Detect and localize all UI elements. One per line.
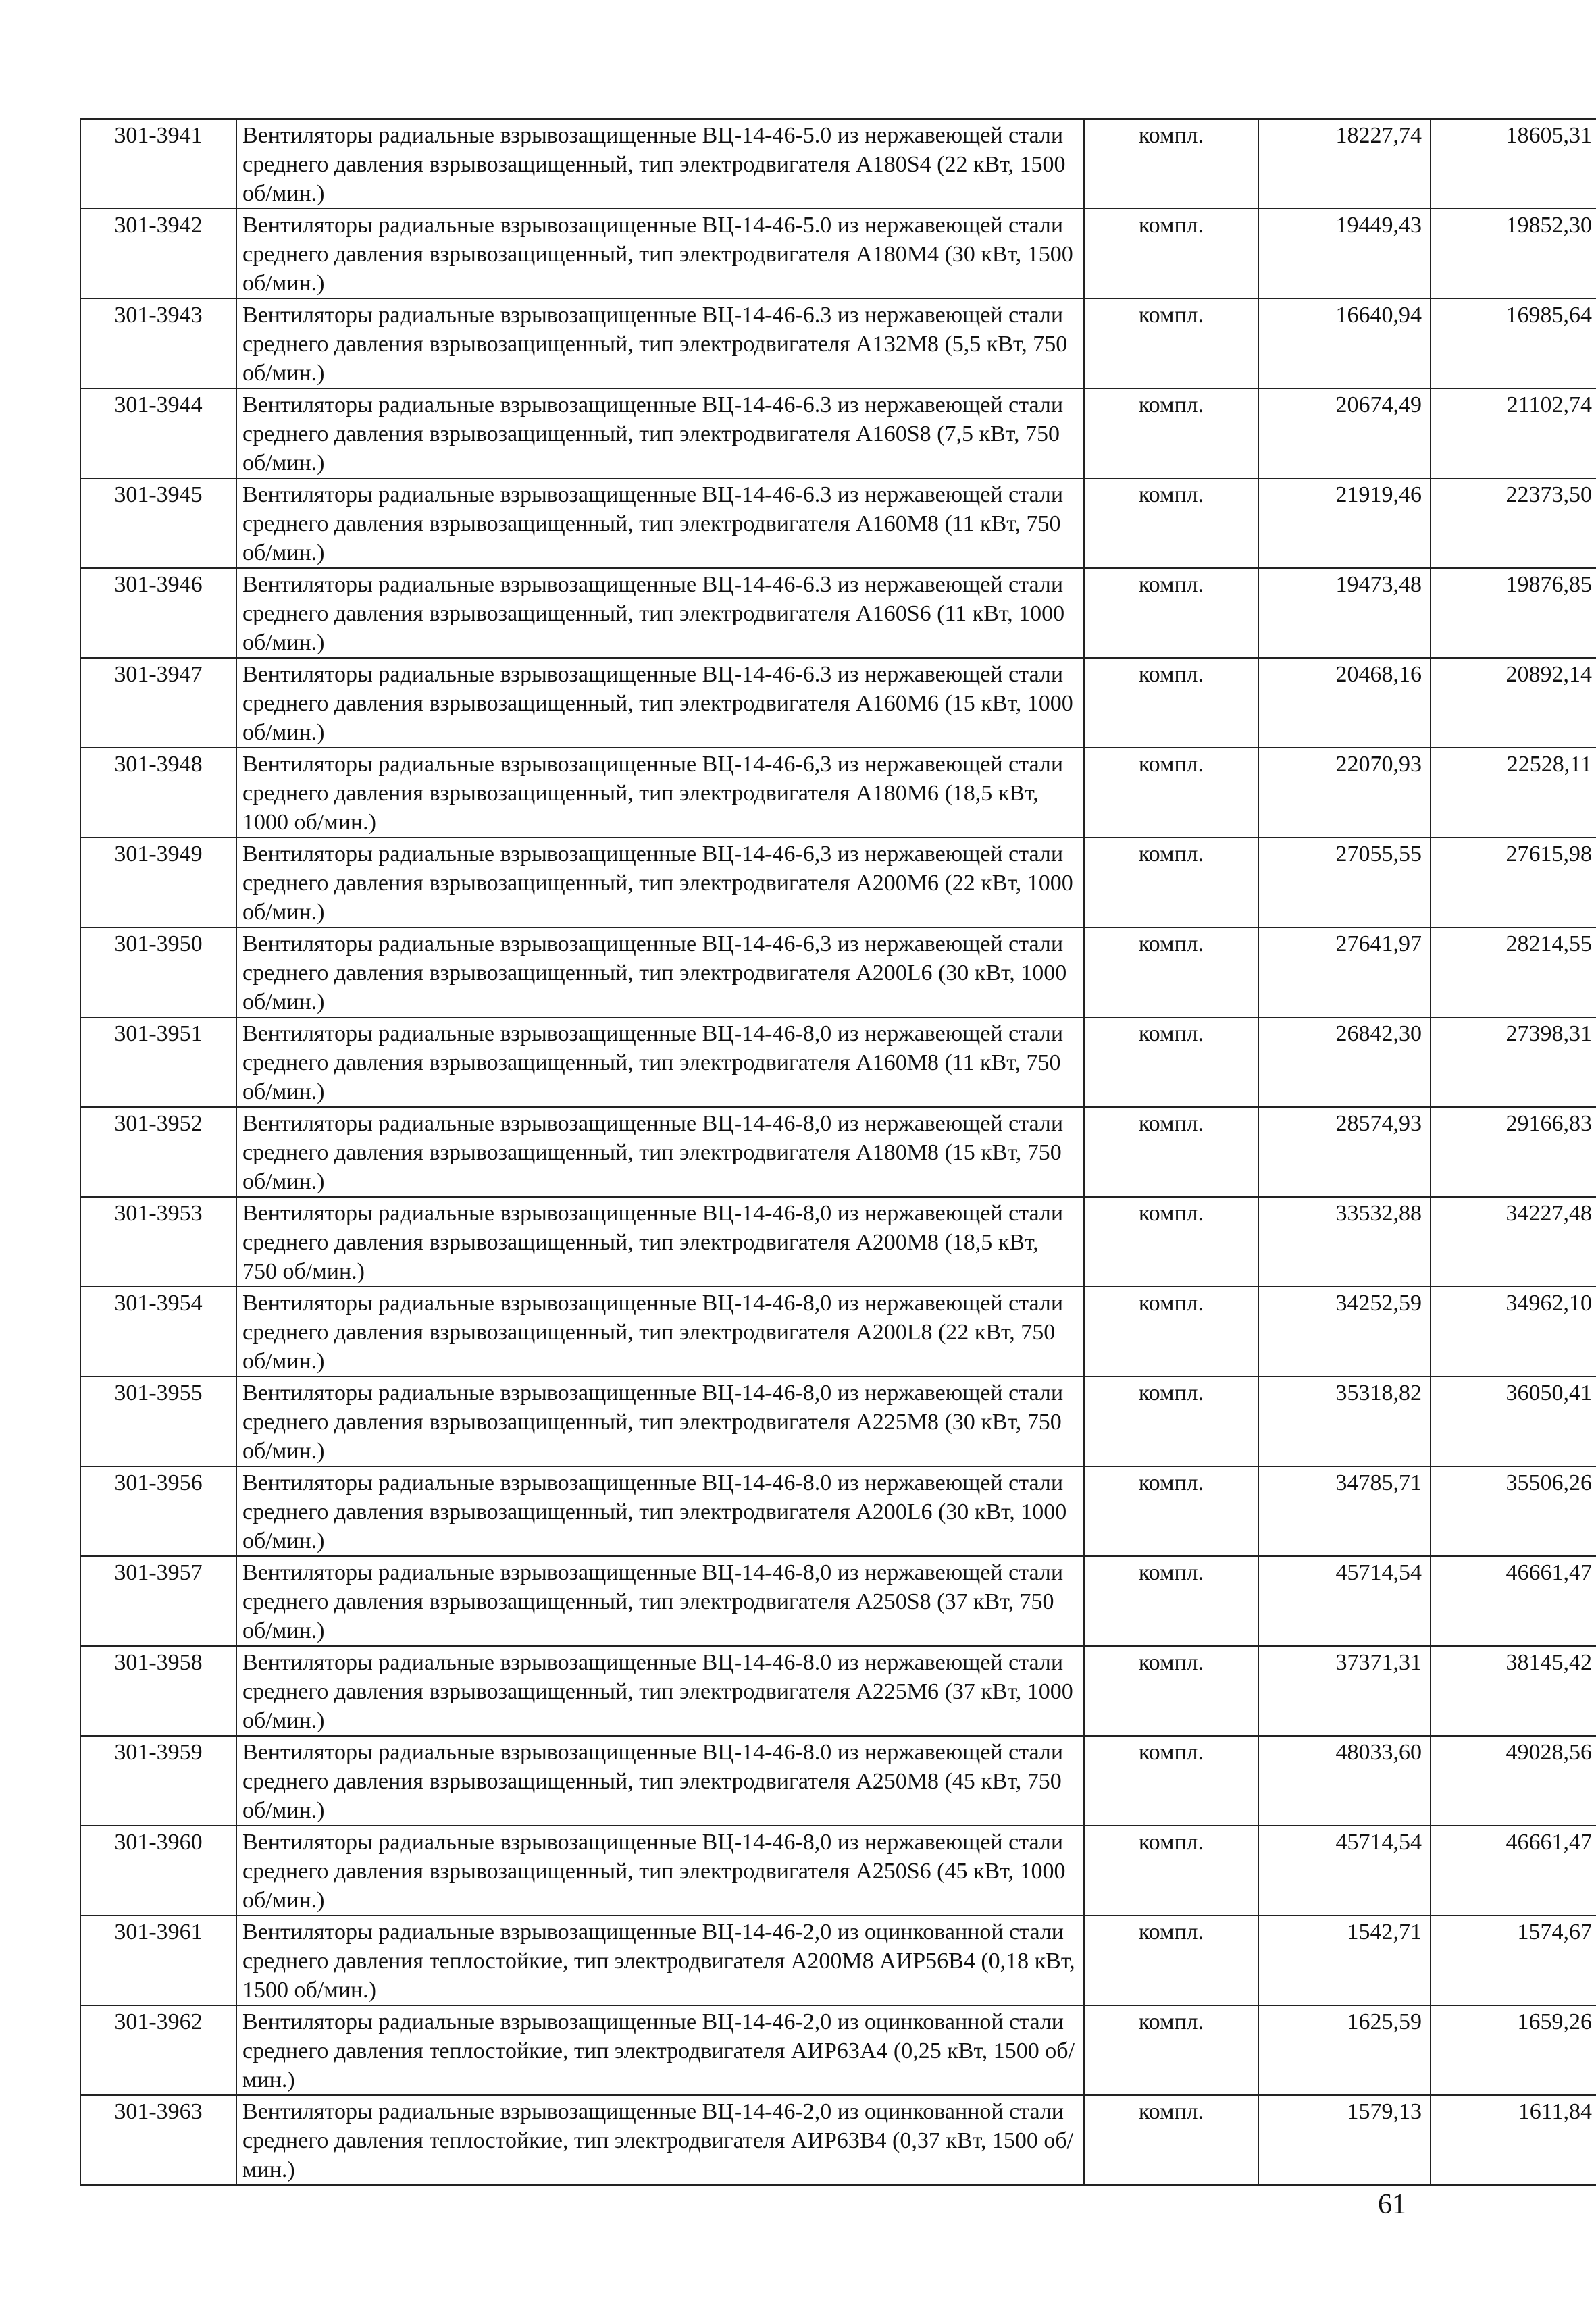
row-price-1: 20674,49	[1258, 388, 1431, 478]
row-price-1: 35318,82	[1258, 1377, 1431, 1466]
row-price-2: 34962,10	[1431, 1287, 1596, 1377]
row-description: Вентиляторы радиальные взрывозащищенные ВЦ-14-46-8.0 из нержавеющей стали среднего давления взрывозащищенный, тип электродвигателя А225М6 (37 кВт, 1000 об/мин.)	[236, 1646, 1084, 1736]
row-unit: компл.	[1084, 388, 1258, 478]
row-code: 301-3944	[80, 388, 236, 478]
row-description: Вентиляторы радиальные взрывозащищенные ВЦ-14-46-6,3 из нержавеющей стали среднего давления взрывозащищенный, тип электродвигателя А200L6 (30 кВт, 1000 об/мин.)	[236, 927, 1084, 1017]
row-price-2: 35506,26	[1431, 1466, 1596, 1556]
row-price-1: 1542,71	[1258, 1916, 1431, 2005]
row-description: Вентиляторы радиальные взрывозащищенные ВЦ-14-46-8,0 из нержавеющей стали среднего давления взрывозащищенный, тип электродвигателя А200М8 (18,5 кВт, 750 об/мин.)	[236, 1197, 1084, 1287]
table-row	[80, 119, 1596, 209]
row-price-2: 27615,98	[1431, 838, 1596, 927]
page-number: 61	[1378, 2189, 1406, 2220]
table-row	[80, 1287, 1596, 1377]
row-price-1: 22070,93	[1258, 748, 1431, 838]
row-price-1: 19449,43	[1258, 209, 1431, 299]
row-price-1: 27055,55	[1258, 838, 1431, 927]
row-code: 301-3945	[80, 478, 236, 568]
row-code: 301-3951	[80, 1017, 236, 1107]
row-description: Вентиляторы радиальные взрывозащищенные ВЦ-14-46-8,0 из нержавеющей стали среднего давления взрывозащищенный, тип электродвигателя А180М8 (15 кВт, 750 об/мин.)	[236, 1107, 1084, 1197]
row-code: 301-3956	[80, 1466, 236, 1556]
table-row	[80, 2005, 1596, 2095]
row-price-1: 48033,60	[1258, 1736, 1431, 1826]
row-description: Вентиляторы радиальные взрывозащищенные ВЦ-14-46-2,0 из оцинкованной стали среднего давления теплостойкие, тип электродвигателя АИР63В4 (0,37 кВт, 1500 об/мин.)	[236, 2095, 1084, 2185]
row-price-1: 21919,46	[1258, 478, 1431, 568]
row-price-1: 45714,54	[1258, 1556, 1431, 1646]
row-code: 301-3955	[80, 1377, 236, 1466]
row-unit: компл.	[1084, 1017, 1258, 1107]
table-row	[80, 1466, 1596, 1556]
row-description: Вентиляторы радиальные взрывозащищенные ВЦ-14-46-8,0 из нержавеющей стали среднего давления взрывозащищенный, тип электродвигателя А250S8 (37 кВт, 750 об/мин.)	[236, 1556, 1084, 1646]
row-description: Вентиляторы радиальные взрывозащищенные ВЦ-14-46-8,0 из нержавеющей стали среднего давления взрывозащищенный, тип электродвигателя А200L8 (22 кВт, 750 об/мин.)	[236, 1287, 1084, 1377]
table-row	[80, 2095, 1596, 2185]
row-code: 301-3960	[80, 1826, 236, 1916]
row-description: Вентиляторы радиальные взрывозащищенные ВЦ-14-46-8.0 из нержавеющей стали среднего давления взрывозащищенный, тип электродвигателя А250М8 (45 кВт, 750 об/мин.)	[236, 1736, 1084, 1826]
row-description: Вентиляторы радиальные взрывозащищенные ВЦ-14-46-6.3 из нержавеющей стали среднего давления взрывозащищенный, тип электродвигателя А160М6 (15 кВт, 1000 об/мин.)	[236, 658, 1084, 748]
row-unit: компл.	[1084, 1646, 1258, 1736]
row-unit: компл.	[1084, 1826, 1258, 1916]
table-row	[80, 1377, 1596, 1466]
row-unit: компл.	[1084, 1556, 1258, 1646]
row-price-2: 49028,56	[1431, 1736, 1596, 1826]
row-code: 301-3958	[80, 1646, 236, 1736]
row-unit: компл.	[1084, 119, 1258, 209]
table-row	[80, 658, 1596, 748]
table-row	[80, 478, 1596, 568]
row-unit: компл.	[1084, 1377, 1258, 1466]
row-price-2: 19852,30	[1431, 209, 1596, 299]
row-price-2: 20892,14	[1431, 658, 1596, 748]
row-code: 301-3959	[80, 1736, 236, 1826]
row-price-1: 26842,30	[1258, 1017, 1431, 1107]
row-price-1: 1625,59	[1258, 2005, 1431, 2095]
row-description: Вентиляторы радиальные взрывозащищенные ВЦ-14-46-2,0 из оцинкованной стали среднего давления теплостойкие, тип электродвигателя А200М8 АИР56В4 (0,18 кВт, 1500 об/мин.)	[236, 1916, 1084, 2005]
row-code: 301-3949	[80, 838, 236, 927]
row-code: 301-3957	[80, 1556, 236, 1646]
table-row	[80, 1107, 1596, 1197]
row-price-1: 1579,13	[1258, 2095, 1431, 2185]
row-price-1: 20468,16	[1258, 658, 1431, 748]
row-unit: компл.	[1084, 2005, 1258, 2095]
row-price-2: 1574,67	[1431, 1916, 1596, 2005]
row-price-1: 19473,48	[1258, 568, 1431, 658]
row-price-2: 1659,26	[1431, 2005, 1596, 2095]
row-unit: компл.	[1084, 748, 1258, 838]
row-code: 301-3942	[80, 209, 236, 299]
row-price-1: 27641,97	[1258, 927, 1431, 1017]
row-description: Вентиляторы радиальные взрывозащищенные ВЦ-14-46-8,0 из нержавеющей стали среднего давления взрывозащищенный, тип электродвигателя А250S6 (45 кВт, 1000 об/мин.)	[236, 1826, 1084, 1916]
row-price-2: 22528,11	[1431, 748, 1596, 838]
row-price-1: 34252,59	[1258, 1287, 1431, 1377]
table-row	[80, 1826, 1596, 1916]
row-unit: компл.	[1084, 1466, 1258, 1556]
row-code: 301-3952	[80, 1107, 236, 1197]
row-price-1: 16640,94	[1258, 299, 1431, 388]
row-unit: компл.	[1084, 1287, 1258, 1377]
table-row	[80, 1736, 1596, 1826]
row-description: Вентиляторы радиальные взрывозащищенные ВЦ-14-46-6.3 из нержавеющей стали среднего давления взрывозащищенный, тип электродвигателя А160S8 (7,5 кВт, 750 об/мин.)	[236, 388, 1084, 478]
row-description: Вентиляторы радиальные взрывозащищенные ВЦ-14-46-2,0 из оцинкованной стали среднего давления теплостойкие, тип электродвигателя АИР63А4 (0,25 кВт, 1500 об/мин.)	[236, 2005, 1084, 2095]
row-unit: компл.	[1084, 1197, 1258, 1287]
row-price-2: 22373,50	[1431, 478, 1596, 568]
row-unit: компл.	[1084, 658, 1258, 748]
table-row	[80, 1916, 1596, 2005]
table-row	[80, 927, 1596, 1017]
row-price-2: 29166,83	[1431, 1107, 1596, 1197]
table-row	[80, 388, 1596, 478]
row-code: 301-3961	[80, 1916, 236, 2005]
row-unit: компл.	[1084, 568, 1258, 658]
row-code: 301-3962	[80, 2005, 236, 2095]
table-body	[80, 119, 1596, 2185]
row-code: 301-3947	[80, 658, 236, 748]
table-row	[80, 1197, 1596, 1287]
row-unit: компл.	[1084, 209, 1258, 299]
row-price-2: 19876,85	[1431, 568, 1596, 658]
row-price-1: 45714,54	[1258, 1826, 1431, 1916]
row-description: Вентиляторы радиальные взрывозащищенные ВЦ-14-46-5.0 из нержавеющей стали среднего давления взрывозащищенный, тип электродвигателя А180S4 (22 кВт, 1500 об/мин.)	[236, 119, 1084, 209]
row-description: Вентиляторы радиальные взрывозащищенные ВЦ-14-46-6.3 из нержавеющей стали среднего давления взрывозащищенный, тип электродвигателя А160S6 (11 кВт, 1000 об/мин.)	[236, 568, 1084, 658]
row-code: 301-3943	[80, 299, 236, 388]
row-price-2: 46661,47	[1431, 1556, 1596, 1646]
row-price-1: 33532,88	[1258, 1197, 1431, 1287]
row-price-1: 18227,74	[1258, 119, 1431, 209]
row-price-2: 28214,55	[1431, 927, 1596, 1017]
row-price-2: 21102,74	[1431, 388, 1596, 478]
table-row	[80, 1017, 1596, 1107]
row-unit: компл.	[1084, 478, 1258, 568]
price-table	[80, 118, 1596, 2186]
row-description: Вентиляторы радиальные взрывозащищенные ВЦ-14-46-8.0 из нержавеющей стали среднего давления взрывозащищенный, тип электродвигателя А200L6 (30 кВт, 1000 об/мин.)	[236, 1466, 1084, 1556]
row-description: Вентиляторы радиальные взрывозащищенные ВЦ-14-46-5.0 из нержавеющей стали среднего давления взрывозащищенный, тип электродвигателя А180М4 (30 кВт, 1500 об/мин.)	[236, 209, 1084, 299]
row-unit: компл.	[1084, 927, 1258, 1017]
table-row	[80, 1556, 1596, 1646]
row-code: 301-3950	[80, 927, 236, 1017]
row-price-1: 37371,31	[1258, 1646, 1431, 1736]
row-price-1: 28574,93	[1258, 1107, 1431, 1197]
table-row	[80, 748, 1596, 838]
table-row	[80, 838, 1596, 927]
row-unit: компл.	[1084, 1916, 1258, 2005]
row-unit: компл.	[1084, 1107, 1258, 1197]
row-description: Вентиляторы радиальные взрывозащищенные ВЦ-14-46-8,0 из нержавеющей стали среднего давления взрывозащищенный, тип электродвигателя А225М8 (30 кВт, 750 об/мин.)	[236, 1377, 1084, 1466]
row-code: 301-3948	[80, 748, 236, 838]
row-price-1: 34785,71	[1258, 1466, 1431, 1556]
row-unit: компл.	[1084, 2095, 1258, 2185]
row-code: 301-3963	[80, 2095, 236, 2185]
row-unit: компл.	[1084, 1736, 1258, 1826]
row-price-2: 1611,84	[1431, 2095, 1596, 2185]
row-description: Вентиляторы радиальные взрывозащищенные ВЦ-14-46-8,0 из нержавеющей стали среднего давления взрывозащищенный, тип электродвигателя А160М8 (11 кВт, 750 об/мин.)	[236, 1017, 1084, 1107]
table-row	[80, 1646, 1596, 1736]
row-code: 301-3941	[80, 119, 236, 209]
row-code: 301-3953	[80, 1197, 236, 1287]
row-price-2: 36050,41	[1431, 1377, 1596, 1466]
row-unit: компл.	[1084, 299, 1258, 388]
row-description: Вентиляторы радиальные взрывозащищенные ВЦ-14-46-6,3 из нержавеющей стали среднего давления взрывозащищенный, тип электродвигателя А180М6 (18,5 кВт, 1000 об/мин.)	[236, 748, 1084, 838]
row-price-2: 38145,42	[1431, 1646, 1596, 1736]
row-code: 301-3946	[80, 568, 236, 658]
row-description: Вентиляторы радиальные взрывозащищенные ВЦ-14-46-6.3 из нержавеющей стали среднего давления взрывозащищенный, тип электродвигателя А132М8 (5,5 кВт, 750 об/мин.)	[236, 299, 1084, 388]
table-row	[80, 299, 1596, 388]
row-unit: компл.	[1084, 838, 1258, 927]
row-description: Вентиляторы радиальные взрывозащищенные ВЦ-14-46-6,3 из нержавеющей стали среднего давления взрывозащищенный, тип электродвигателя А200М6 (22 кВт, 1000 об/мин.)	[236, 838, 1084, 927]
table-row	[80, 209, 1596, 299]
row-price-2: 46661,47	[1431, 1826, 1596, 1916]
row-price-2: 27398,31	[1431, 1017, 1596, 1107]
table-row	[80, 568, 1596, 658]
row-description: Вентиляторы радиальные взрывозащищенные ВЦ-14-46-6.3 из нержавеющей стали среднего давления взрывозащищенный, тип электродвигателя А160М8 (11 кВт, 750 об/мин.)	[236, 478, 1084, 568]
row-price-2: 16985,64	[1431, 299, 1596, 388]
row-price-2: 34227,48	[1431, 1197, 1596, 1287]
row-price-2: 18605,31	[1431, 119, 1596, 209]
row-code: 301-3954	[80, 1287, 236, 1377]
